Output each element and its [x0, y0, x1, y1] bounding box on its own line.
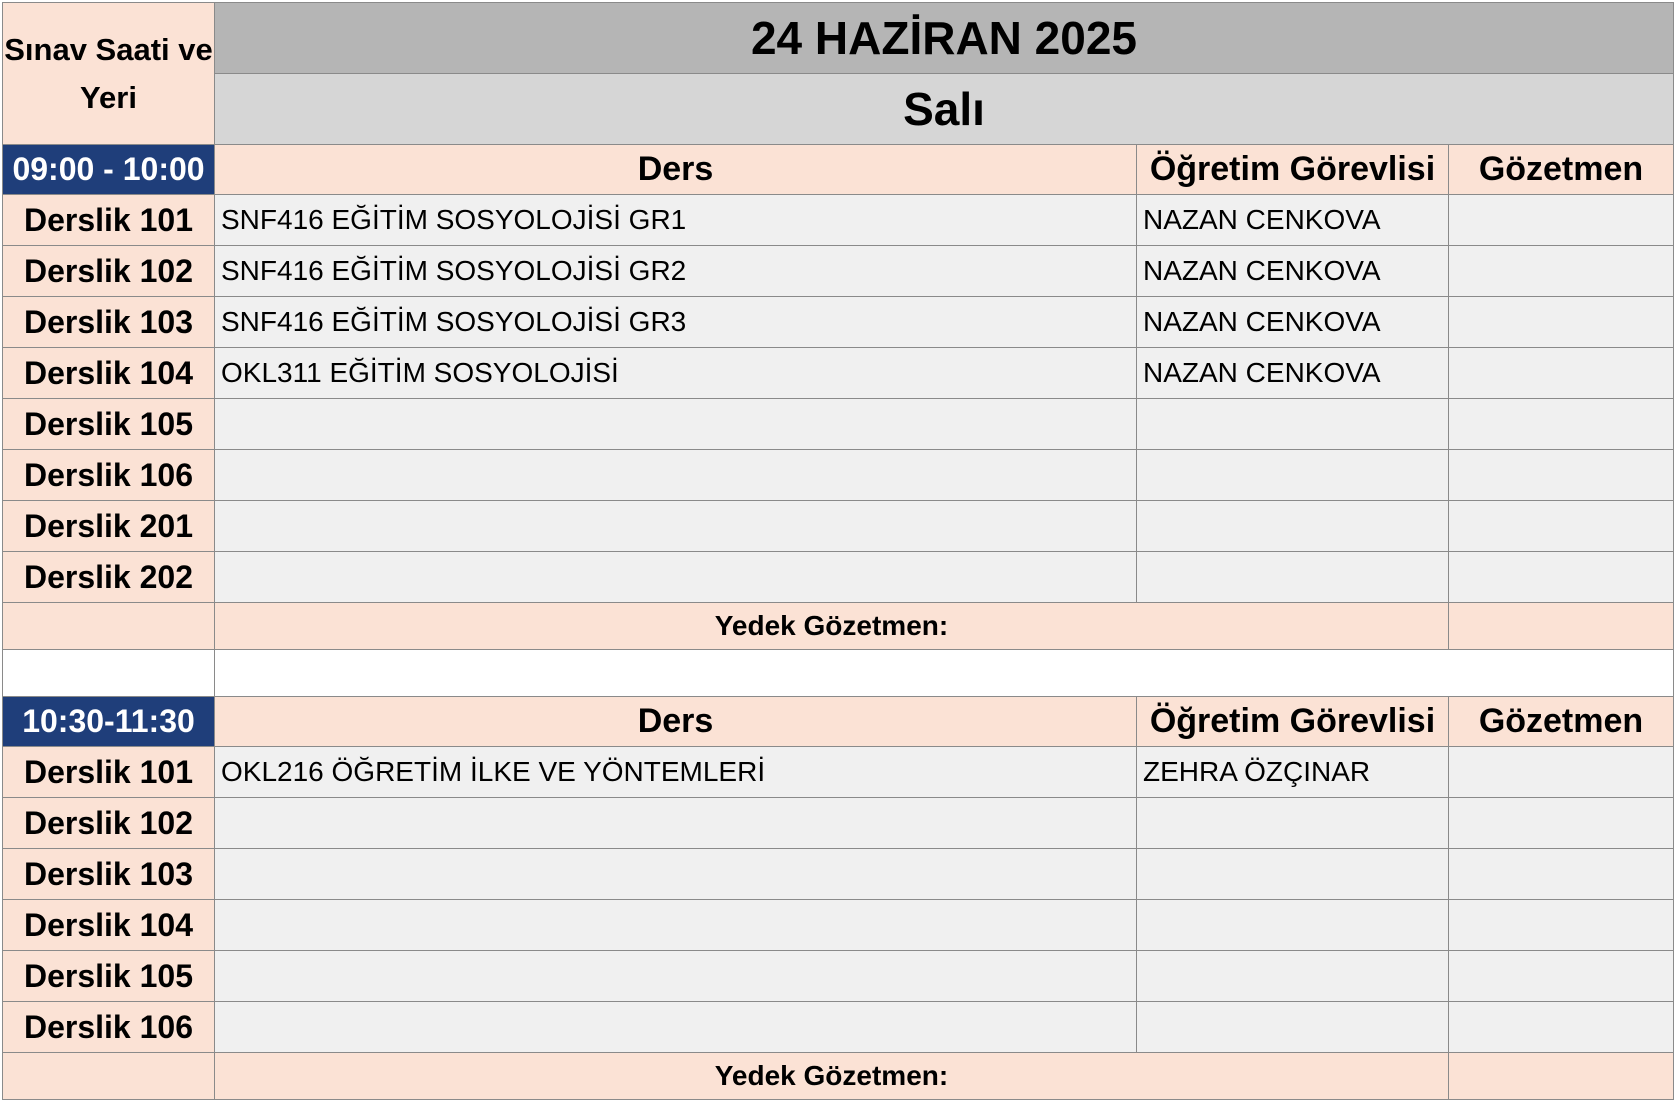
ders-cell[interactable] [215, 900, 1137, 951]
table-row [3, 900, 1674, 951]
ders-cell[interactable] [215, 450, 1137, 501]
date-title[interactable]: 24 HAZİRAN 2025 [215, 3, 1674, 74]
gozetmen-cell[interactable] [1449, 450, 1674, 501]
room-label[interactable]: Derslik 101 [3, 747, 215, 798]
table-row [3, 747, 1674, 798]
date-row [3, 3, 1674, 74]
ders-cell[interactable] [215, 552, 1137, 603]
table-row [3, 1002, 1674, 1053]
ders-cell[interactable] [215, 798, 1137, 849]
room-label[interactable]: Derslik 105 [3, 399, 215, 450]
ders-cell[interactable]: SNF416 EĞİTİM SOSYOLOJİSİ GR1 [215, 195, 1137, 246]
ogretim-gorevlisi-cell[interactable]: ZEHRA ÖZÇINAR [1137, 747, 1449, 798]
ogretim-gorevlisi-cell[interactable] [1137, 450, 1449, 501]
ders-cell[interactable]: SNF416 EĞİTİM SOSYOLOJİSİ GR3 [215, 297, 1137, 348]
schedule-table [2, 2, 1674, 1100]
session-time[interactable]: 09:00 - 10:00 [3, 145, 215, 195]
table-row [3, 849, 1674, 900]
column-header-ogretim-gorevlisi[interactable]: Öğretim Görevlisi [1137, 145, 1449, 195]
table-row [3, 798, 1674, 849]
room-label[interactable]: Derslik 105 [3, 951, 215, 1002]
spare-proctor-row [3, 603, 1674, 650]
table-row [3, 297, 1674, 348]
ogretim-gorevlisi-cell[interactable] [1137, 900, 1449, 951]
gozetmen-cell[interactable] [1449, 849, 1674, 900]
gozetmen-cell[interactable] [1449, 798, 1674, 849]
room-label[interactable]: Derslik 201 [3, 501, 215, 552]
schedule-body [3, 3, 1674, 1100]
spare-proctor-label[interactable]: Yedek Gözetmen: [215, 1053, 1449, 1100]
ders-cell[interactable] [215, 399, 1137, 450]
room-label[interactable]: Derslik 101 [3, 195, 215, 246]
gozetmen-cell[interactable] [1449, 951, 1674, 1002]
room-label[interactable]: Derslik 103 [3, 849, 215, 900]
column-header-ders[interactable]: Ders [215, 697, 1137, 747]
session-header-row [3, 697, 1674, 747]
gozetmen-cell[interactable] [1449, 297, 1674, 348]
table-row [3, 246, 1674, 297]
ders-cell[interactable]: SNF416 EĞİTİM SOSYOLOJİSİ GR2 [215, 246, 1137, 297]
table-row [3, 951, 1674, 1002]
spare-proctor-cell[interactable] [1449, 1053, 1674, 1100]
blank-cell[interactable] [215, 650, 1674, 697]
gozetmen-cell[interactable] [1449, 747, 1674, 798]
table-row [3, 399, 1674, 450]
ogretim-gorevlisi-cell[interactable] [1137, 399, 1449, 450]
gozetmen-cell[interactable] [1449, 246, 1674, 297]
ders-cell[interactable] [215, 501, 1137, 552]
ders-cell[interactable]: OKL311 EĞİTİM SOSYOLOJİSİ [215, 348, 1137, 399]
room-label[interactable]: Derslik 106 [3, 1002, 215, 1053]
gozetmen-cell[interactable] [1449, 552, 1674, 603]
exam-schedule-sheet [2, 2, 1673, 1100]
ogretim-gorevlisi-cell[interactable]: NAZAN CENKOVA [1137, 348, 1449, 399]
ogretim-gorevlisi-cell[interactable]: NAZAN CENKOVA [1137, 246, 1449, 297]
blank-cell[interactable] [3, 650, 215, 697]
spare-room-cell[interactable] [3, 603, 215, 650]
ders-cell[interactable] [215, 951, 1137, 1002]
ogretim-gorevlisi-cell[interactable] [1137, 501, 1449, 552]
spare-proctor-cell[interactable] [1449, 603, 1674, 650]
blank-row [3, 650, 1674, 697]
ogretim-gorevlisi-cell[interactable]: NAZAN CENKOVA [1137, 195, 1449, 246]
session-time[interactable]: 10:30-11:30 [3, 697, 215, 747]
ders-cell[interactable]: OKL216 ÖĞRETİM İLKE VE YÖNTEMLERİ [215, 747, 1137, 798]
gozetmen-cell[interactable] [1449, 348, 1674, 399]
column-header-ogretim-gorevlisi[interactable]: Öğretim Görevlisi [1137, 697, 1449, 747]
room-label[interactable]: Derslik 104 [3, 900, 215, 951]
corner-label[interactable]: Sınav Saati ve Yeri [3, 3, 215, 145]
session-header-row [3, 145, 1674, 195]
table-row [3, 450, 1674, 501]
column-header-gozetmen[interactable]: Gözetmen [1449, 145, 1674, 195]
ders-cell[interactable] [215, 1002, 1137, 1053]
table-row [3, 348, 1674, 399]
gozetmen-cell[interactable] [1449, 501, 1674, 552]
table-row [3, 195, 1674, 246]
ogretim-gorevlisi-cell[interactable] [1137, 552, 1449, 603]
column-header-ders[interactable]: Ders [215, 145, 1137, 195]
room-label[interactable]: Derslik 102 [3, 798, 215, 849]
table-row [3, 552, 1674, 603]
room-label[interactable]: Derslik 102 [3, 246, 215, 297]
day-title[interactable]: Salı [215, 74, 1674, 145]
spare-room-cell[interactable] [3, 1053, 215, 1100]
room-label[interactable]: Derslik 106 [3, 450, 215, 501]
ogretim-gorevlisi-cell[interactable] [1137, 849, 1449, 900]
room-label[interactable]: Derslik 202 [3, 552, 215, 603]
room-label[interactable]: Derslik 104 [3, 348, 215, 399]
spare-proctor-row [3, 1053, 1674, 1100]
gozetmen-cell[interactable] [1449, 900, 1674, 951]
room-label[interactable]: Derslik 103 [3, 297, 215, 348]
table-row [3, 501, 1674, 552]
column-header-gozetmen[interactable]: Gözetmen [1449, 697, 1674, 747]
gozetmen-cell[interactable] [1449, 1002, 1674, 1053]
day-row [3, 74, 1674, 145]
spare-proctor-label[interactable]: Yedek Gözetmen: [215, 603, 1449, 650]
ogretim-gorevlisi-cell[interactable] [1137, 798, 1449, 849]
gozetmen-cell[interactable] [1449, 195, 1674, 246]
gozetmen-cell[interactable] [1449, 399, 1674, 450]
ogretim-gorevlisi-cell[interactable] [1137, 951, 1449, 1002]
ders-cell[interactable] [215, 849, 1137, 900]
ogretim-gorevlisi-cell[interactable] [1137, 1002, 1449, 1053]
ogretim-gorevlisi-cell[interactable]: NAZAN CENKOVA [1137, 297, 1449, 348]
